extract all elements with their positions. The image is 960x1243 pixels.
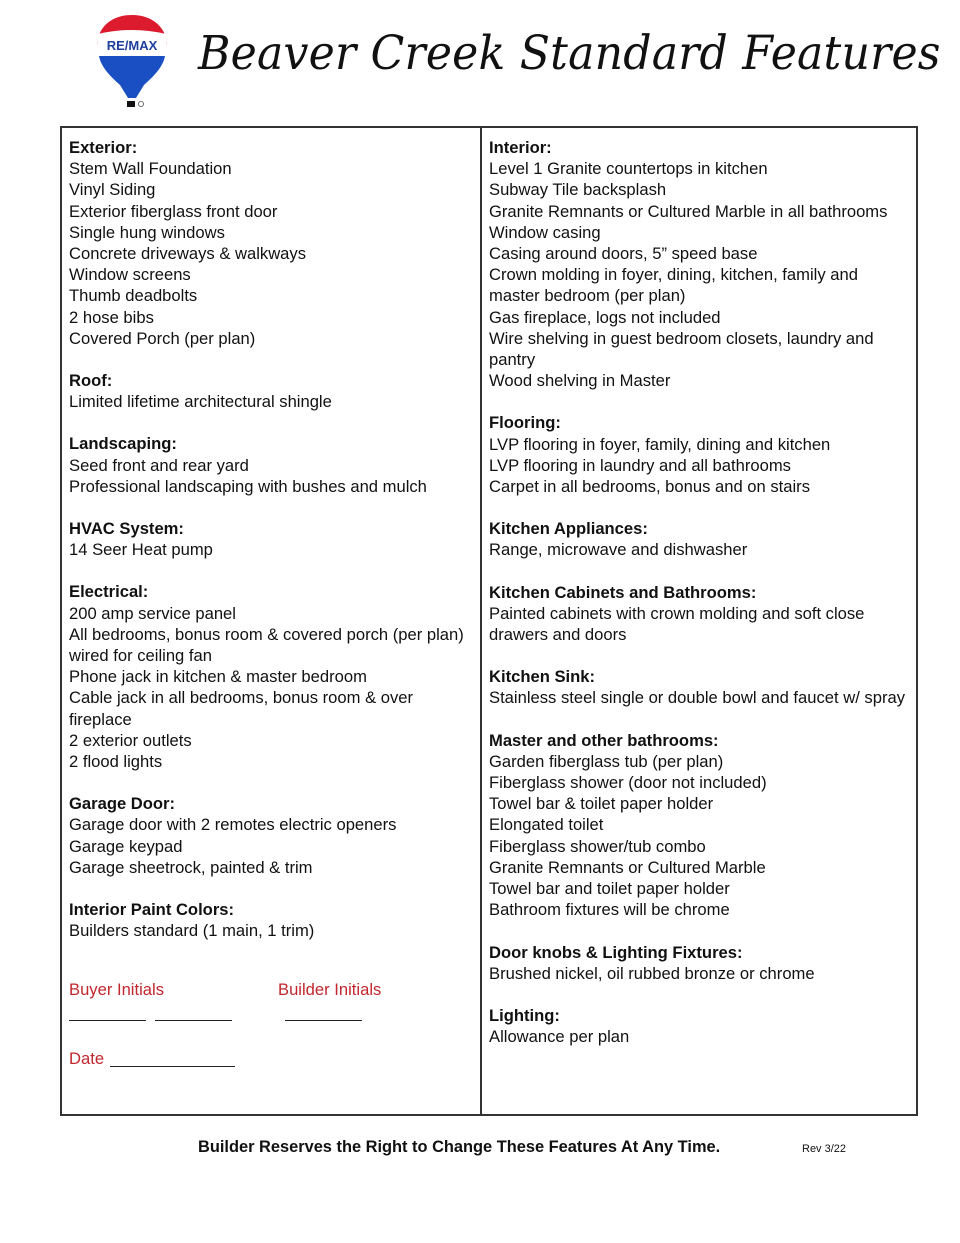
feature-item: Fiberglass shower (door not included) <box>489 773 767 793</box>
section-heading: Electrical: <box>69 582 149 602</box>
feature-item: Bathroom fixtures will be chrome <box>489 900 730 920</box>
buyer-initials-line-2[interactable] <box>155 1020 232 1021</box>
feature-section <box>69 518 480 560</box>
section-heading: Roof: <box>69 371 113 391</box>
buyer-initials-line-1[interactable] <box>69 1020 146 1021</box>
revision-label: Rev 3/22 <box>802 1143 847 1155</box>
feature-item: Elongated toilet <box>489 815 604 835</box>
feature-item: Wood shelving in Master <box>489 371 671 391</box>
feature-item: Builders standard (1 main, 1 trim) <box>69 921 315 941</box>
feature-item: Stainless steel single or double bowl and faucet w/ spray <box>489 688 906 708</box>
feature-item: 2 flood lights <box>69 752 163 772</box>
feature-item: Granite Remnants or Cultured Marble <box>489 857 766 877</box>
feature-section <box>489 518 916 560</box>
feature-item: Gas fireplace, logs not included <box>489 307 721 327</box>
right-column <box>482 128 916 1114</box>
feature-item: Garage sheetrock, painted & trim <box>69 857 313 877</box>
builder-initials-label: Builder Initials <box>278 980 382 999</box>
feature-section <box>69 793 480 878</box>
feature-item: Subway Tile backsplash <box>489 180 667 200</box>
feature-item: Thumb deadbolts <box>69 286 198 306</box>
feature-item: 2 hose bibs <box>69 307 154 327</box>
section-heading: Kitchen Sink: <box>489 667 596 687</box>
feature-section <box>489 412 916 497</box>
feature-item: Wire shelving in guest bedroom closets, laundry and pantry <box>489 328 874 370</box>
feature-section <box>489 730 916 921</box>
feature-item: Single hung windows <box>69 222 225 242</box>
section-heading: Lighting: <box>489 1005 560 1025</box>
feature-item: 2 exterior outlets <box>69 730 192 750</box>
feature-section <box>69 137 480 349</box>
feature-item: Garden fiberglass tub (per plan) <box>489 751 724 771</box>
remax-balloon-icon <box>94 12 170 110</box>
section-heading: Flooring: <box>489 413 561 433</box>
feature-item: Garage keypad <box>69 836 183 856</box>
feature-item: Window casing <box>489 222 601 242</box>
feature-item: Vinyl Siding <box>69 180 156 200</box>
feature-item: LVP flooring in laundry and all bathrooms <box>489 455 791 475</box>
section-heading: Exterior: <box>69 138 138 157</box>
feature-section <box>489 666 916 708</box>
feature-item: Level 1 Granite countertops in kitchen <box>489 159 768 179</box>
feature-item: Towel bar & toilet paper holder <box>489 794 714 814</box>
features-table <box>60 126 918 1116</box>
feature-item: Towel bar and toilet paper holder <box>489 879 730 899</box>
date-label: Date <box>69 1049 105 1068</box>
feature-item: Garage door with 2 remotes electric openers <box>69 815 397 835</box>
feature-section <box>69 899 480 941</box>
section-heading: Kitchen Cabinets and Bathrooms: <box>489 582 757 602</box>
buyer-initials-label: Buyer Initials <box>69 980 164 999</box>
feature-item: Cable jack in all bedrooms, bonus room & over fireplace <box>69 688 414 729</box>
feature-section <box>69 433 480 497</box>
feature-item: Professional landscaping with bushes and mulch <box>69 476 427 496</box>
feature-item: Concrete driveways & walkways <box>69 244 307 264</box>
feature-item: Allowance per plan <box>489 1027 630 1047</box>
date-line[interactable] <box>110 1066 235 1067</box>
section-heading: Interior Paint Colors: <box>69 900 235 920</box>
section-heading: HVAC System: <box>69 519 184 539</box>
section-heading: Door knobs & Lighting Fixtures: <box>489 942 743 962</box>
feature-item: 14 Seer Heat pump <box>69 540 213 560</box>
signature-block <box>69 980 469 1100</box>
feature-item: Casing around doors, 5” speed base <box>489 244 758 264</box>
feature-item: LVP flooring in foyer, family, dining and kitchen <box>489 434 831 454</box>
feature-item: All bedrooms, bonus room & covered porch (per plan) wired for ceiling fan <box>69 624 464 666</box>
footer-disclaimer: Builder Reserves the Right to Change These Features At Any Time. <box>198 1138 721 1156</box>
feature-item: Window screens <box>69 265 191 285</box>
section-heading: Interior: <box>489 138 552 157</box>
feature-item: Painted cabinets with crown molding and soft close drawers and doors <box>489 603 865 645</box>
feature-item: Seed front and rear yard <box>69 455 249 475</box>
feature-item: Range, microwave and dishwasher <box>489 540 748 560</box>
feature-item: Stem Wall Foundation <box>69 159 232 179</box>
feature-item: Fiberglass shower/tub combo <box>489 836 706 856</box>
feature-item: Exterior fiberglass front door <box>69 201 278 221</box>
feature-item: Covered Porch (per plan) <box>69 328 256 348</box>
left-column <box>62 128 482 1114</box>
feature-item: Carpet in all bedrooms, bonus and on stairs <box>489 477 810 497</box>
section-heading: Kitchen Appliances: <box>489 519 648 539</box>
section-heading: Landscaping: <box>69 434 177 454</box>
feature-section <box>69 581 480 772</box>
builder-initials-line[interactable] <box>285 1020 362 1021</box>
feature-section <box>489 942 916 984</box>
feature-section <box>69 370 480 412</box>
feature-item: Limited lifetime architectural shingle <box>69 392 332 412</box>
feature-item: Crown molding in foyer, dining, kitchen, family and master bedroom (per plan) <box>489 265 858 306</box>
feature-section <box>489 1005 916 1047</box>
feature-item: 200 amp service panel <box>69 603 236 623</box>
logo-text: RE/MAX <box>106 38 158 53</box>
feature-item: Granite Remnants or Cultured Marble in all bathrooms <box>489 201 888 221</box>
section-heading: Garage Door: <box>69 794 176 814</box>
page-title: Beaver Creek Standard Features <box>198 26 941 81</box>
feature-section <box>489 582 916 646</box>
remax-logo <box>94 12 170 110</box>
feature-item: Brushed nickel, oil rubbed bronze or chrome <box>489 963 815 983</box>
feature-item: Phone jack in kitchen & master bedroom <box>69 667 367 687</box>
section-heading: Master and other bathrooms: <box>489 730 719 750</box>
feature-section <box>489 137 916 391</box>
